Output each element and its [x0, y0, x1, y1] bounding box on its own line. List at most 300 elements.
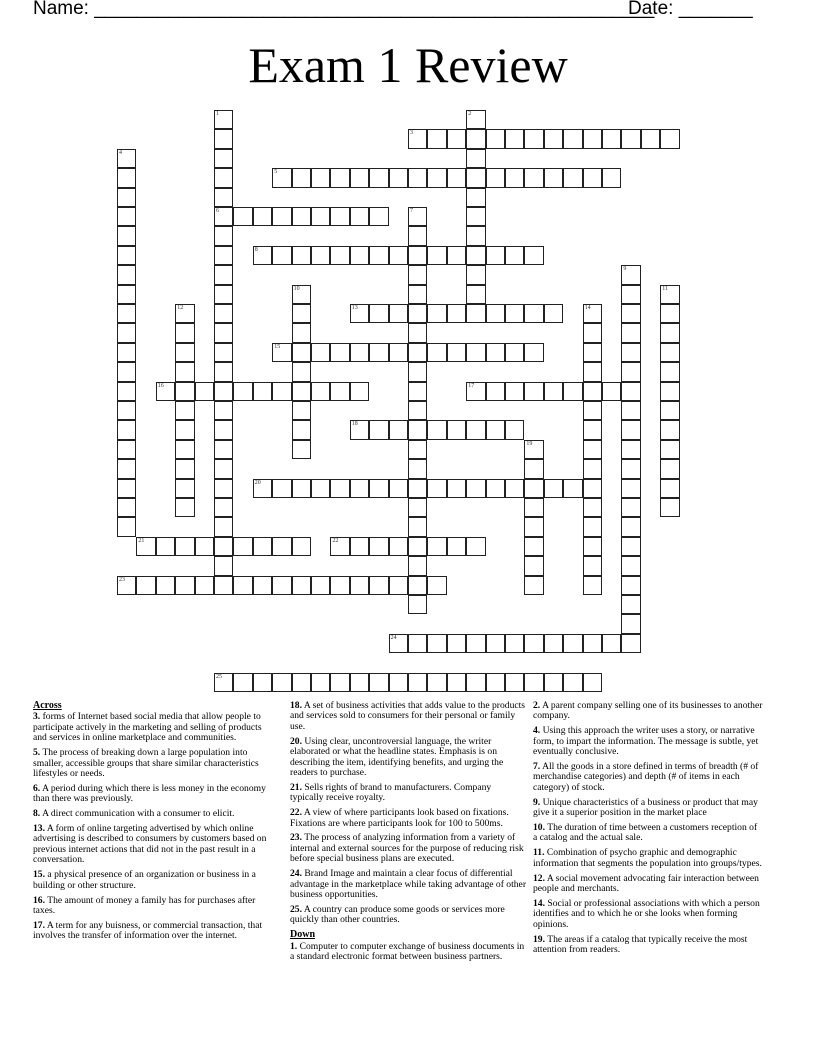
grid-cell[interactable] [621, 265, 640, 284]
grid-cell[interactable] [427, 479, 446, 498]
grid-cell[interactable] [214, 207, 233, 226]
grid-cell[interactable] [175, 498, 194, 517]
grid-cell[interactable] [583, 362, 602, 381]
grid-cell[interactable] [156, 576, 175, 595]
grid-cell[interactable] [389, 304, 408, 323]
grid-cell[interactable] [524, 673, 543, 692]
grid-cell[interactable] [660, 459, 679, 478]
grid-cell[interactable] [214, 110, 233, 129]
grid-cell[interactable] [350, 168, 369, 187]
grid-cell[interactable] [330, 576, 349, 595]
grid-cell[interactable] [214, 188, 233, 207]
grid-cell[interactable] [427, 576, 446, 595]
grid-cell[interactable] [195, 382, 214, 401]
grid-cell[interactable] [233, 576, 252, 595]
grid-cell[interactable] [621, 498, 640, 517]
grid-cell[interactable] [505, 129, 524, 148]
grid-cell[interactable] [466, 110, 485, 129]
grid-cell[interactable] [524, 304, 543, 323]
grid-cell[interactable] [389, 576, 408, 595]
grid-cell[interactable] [214, 673, 233, 692]
grid-cell[interactable] [408, 401, 427, 420]
grid-cell[interactable] [330, 246, 349, 265]
grid-cell[interactable] [544, 673, 563, 692]
grid-cell[interactable] [466, 246, 485, 265]
grid-cell[interactable] [292, 440, 311, 459]
grid-cell[interactable] [583, 556, 602, 575]
grid-cell[interactable] [369, 420, 388, 439]
grid-cell[interactable] [466, 673, 485, 692]
grid-cell[interactable] [350, 343, 369, 362]
grid-cell[interactable] [544, 129, 563, 148]
grid-cell[interactable] [544, 634, 563, 653]
grid-cell[interactable] [447, 168, 466, 187]
grid-cell[interactable] [272, 343, 291, 362]
grid-cell[interactable] [292, 537, 311, 556]
grid-cell[interactable] [311, 343, 330, 362]
grid-cell[interactable] [466, 479, 485, 498]
grid-cell[interactable] [311, 479, 330, 498]
grid-cell[interactable] [292, 207, 311, 226]
grid-cell[interactable] [272, 207, 291, 226]
grid-cell[interactable] [583, 479, 602, 498]
grid-cell[interactable] [408, 129, 427, 148]
grid-cell[interactable] [408, 168, 427, 187]
grid-cell[interactable] [660, 440, 679, 459]
grid-cell[interactable] [156, 382, 175, 401]
grid-cell[interactable] [156, 537, 175, 556]
grid-cell[interactable] [233, 207, 252, 226]
grid-cell[interactable] [117, 285, 136, 304]
grid-cell[interactable] [660, 304, 679, 323]
grid-cell[interactable] [583, 576, 602, 595]
grid-cell[interactable] [466, 343, 485, 362]
grid-cell[interactable] [311, 673, 330, 692]
grid-cell[interactable] [272, 246, 291, 265]
grid-cell[interactable] [214, 343, 233, 362]
grid-cell[interactable] [408, 207, 427, 226]
grid-cell[interactable] [621, 459, 640, 478]
grid-cell[interactable] [214, 440, 233, 459]
grid-cell[interactable] [330, 207, 349, 226]
grid-cell[interactable] [369, 576, 388, 595]
grid-cell[interactable] [602, 168, 621, 187]
grid-cell[interactable] [117, 343, 136, 362]
grid-cell[interactable] [214, 556, 233, 575]
grid-cell[interactable] [330, 673, 349, 692]
grid-cell[interactable] [621, 323, 640, 342]
grid-cell[interactable] [214, 420, 233, 439]
grid-cell[interactable] [233, 537, 252, 556]
grid-cell[interactable] [583, 304, 602, 323]
grid-cell[interactable] [408, 420, 427, 439]
grid-cell[interactable] [641, 129, 660, 148]
grid-cell[interactable] [447, 420, 466, 439]
grid-cell[interactable] [486, 420, 505, 439]
grid-cell[interactable] [175, 440, 194, 459]
grid-cell[interactable] [602, 129, 621, 148]
grid-cell[interactable] [408, 343, 427, 362]
grid-cell[interactable] [214, 362, 233, 381]
grid-cell[interactable] [408, 673, 427, 692]
grid-cell[interactable] [214, 149, 233, 168]
grid-cell[interactable] [660, 129, 679, 148]
grid-cell[interactable] [447, 479, 466, 498]
grid-cell[interactable] [447, 634, 466, 653]
grid-cell[interactable] [214, 265, 233, 284]
grid-cell[interactable] [389, 634, 408, 653]
grid-cell[interactable] [486, 634, 505, 653]
grid-cell[interactable] [486, 246, 505, 265]
date-field[interactable]: Date: _______ [628, 0, 753, 19]
grid-cell[interactable] [505, 673, 524, 692]
grid-cell[interactable] [505, 479, 524, 498]
grid-cell[interactable] [408, 226, 427, 245]
grid-cell[interactable] [466, 168, 485, 187]
grid-cell[interactable] [408, 265, 427, 284]
grid-cell[interactable] [195, 537, 214, 556]
grid-cell[interactable] [486, 382, 505, 401]
grid-cell[interactable] [486, 129, 505, 148]
grid-cell[interactable] [330, 343, 349, 362]
grid-cell[interactable] [117, 440, 136, 459]
grid-cell[interactable] [524, 129, 543, 148]
grid-cell[interactable] [311, 576, 330, 595]
name-field[interactable]: Name: _____________________________________________________ [33, 0, 655, 19]
grid-cell[interactable] [214, 285, 233, 304]
grid-cell[interactable] [253, 246, 272, 265]
grid-cell[interactable] [175, 382, 194, 401]
grid-cell[interactable] [408, 304, 427, 323]
grid-cell[interactable] [583, 323, 602, 342]
grid-cell[interactable] [621, 537, 640, 556]
grid-cell[interactable] [466, 129, 485, 148]
grid-cell[interactable] [117, 382, 136, 401]
grid-cell[interactable] [621, 304, 640, 323]
grid-cell[interactable] [408, 479, 427, 498]
grid-cell[interactable] [214, 323, 233, 342]
grid-cell[interactable] [563, 129, 582, 148]
grid-cell[interactable] [350, 304, 369, 323]
grid-cell[interactable] [117, 188, 136, 207]
grid-cell[interactable] [524, 168, 543, 187]
grid-cell[interactable] [486, 479, 505, 498]
grid-cell[interactable] [583, 517, 602, 536]
grid-cell[interactable] [253, 576, 272, 595]
grid-cell[interactable] [350, 246, 369, 265]
grid-cell[interactable] [621, 420, 640, 439]
grid-cell[interactable] [214, 226, 233, 245]
grid-cell[interactable] [408, 517, 427, 536]
grid-cell[interactable] [427, 343, 446, 362]
grid-cell[interactable] [175, 459, 194, 478]
grid-cell[interactable] [427, 246, 446, 265]
grid-cell[interactable] [272, 382, 291, 401]
grid-cell[interactable] [292, 246, 311, 265]
grid-cell[interactable] [583, 673, 602, 692]
grid-cell[interactable] [408, 498, 427, 517]
grid-cell[interactable] [447, 246, 466, 265]
grid-cell[interactable] [253, 207, 272, 226]
grid-cell[interactable] [621, 479, 640, 498]
grid-cell[interactable] [292, 323, 311, 342]
grid-cell[interactable] [563, 168, 582, 187]
grid-cell[interactable] [408, 634, 427, 653]
grid-cell[interactable] [583, 459, 602, 478]
grid-cell[interactable] [233, 382, 252, 401]
grid-cell[interactable] [292, 343, 311, 362]
grid-cell[interactable] [214, 401, 233, 420]
grid-cell[interactable] [175, 420, 194, 439]
grid-cell[interactable] [311, 168, 330, 187]
grid-cell[interactable] [292, 401, 311, 420]
grid-cell[interactable] [369, 246, 388, 265]
grid-cell[interactable] [214, 498, 233, 517]
grid-cell[interactable] [447, 304, 466, 323]
grid-cell[interactable] [350, 420, 369, 439]
grid-cell[interactable] [408, 285, 427, 304]
grid-cell[interactable] [583, 382, 602, 401]
grid-cell[interactable] [369, 479, 388, 498]
grid-cell[interactable] [621, 285, 640, 304]
grid-cell[interactable] [466, 226, 485, 245]
grid-cell[interactable] [621, 556, 640, 575]
grid-cell[interactable] [253, 479, 272, 498]
grid-cell[interactable] [175, 576, 194, 595]
grid-cell[interactable] [350, 673, 369, 692]
grid-cell[interactable] [621, 595, 640, 614]
grid-cell[interactable] [175, 323, 194, 342]
grid-cell[interactable] [214, 168, 233, 187]
grid-cell[interactable] [272, 479, 291, 498]
grid-cell[interactable] [311, 207, 330, 226]
grid-cell[interactable] [447, 129, 466, 148]
grid-cell[interactable] [389, 479, 408, 498]
grid-cell[interactable] [330, 537, 349, 556]
grid-cell[interactable] [214, 304, 233, 323]
grid-cell[interactable] [350, 576, 369, 595]
grid-cell[interactable] [292, 362, 311, 381]
grid-cell[interactable] [427, 304, 446, 323]
grid-cell[interactable] [602, 634, 621, 653]
grid-cell[interactable] [408, 323, 427, 342]
grid-cell[interactable] [524, 498, 543, 517]
grid-cell[interactable] [466, 304, 485, 323]
grid-cell[interactable] [214, 517, 233, 536]
grid-cell[interactable] [253, 537, 272, 556]
grid-cell[interactable] [602, 382, 621, 401]
grid-cell[interactable] [214, 246, 233, 265]
grid-cell[interactable] [233, 673, 252, 692]
grid-cell[interactable] [505, 246, 524, 265]
grid-cell[interactable] [563, 382, 582, 401]
grid-cell[interactable] [408, 459, 427, 478]
grid-cell[interactable] [427, 673, 446, 692]
grid-cell[interactable] [330, 382, 349, 401]
grid-cell[interactable] [272, 168, 291, 187]
grid-cell[interactable] [524, 459, 543, 478]
grid-cell[interactable] [544, 479, 563, 498]
grid-cell[interactable] [660, 479, 679, 498]
grid-cell[interactable] [292, 382, 311, 401]
grid-cell[interactable] [563, 673, 582, 692]
grid-cell[interactable] [524, 382, 543, 401]
grid-cell[interactable] [272, 673, 291, 692]
grid-cell[interactable] [350, 382, 369, 401]
grid-cell[interactable] [427, 634, 446, 653]
grid-cell[interactable] [466, 149, 485, 168]
grid-cell[interactable] [389, 420, 408, 439]
grid-cell[interactable] [660, 343, 679, 362]
grid-cell[interactable] [175, 343, 194, 362]
grid-cell[interactable] [466, 420, 485, 439]
grid-cell[interactable] [621, 343, 640, 362]
grid-cell[interactable] [660, 401, 679, 420]
grid-cell[interactable] [524, 343, 543, 362]
grid-cell[interactable] [621, 440, 640, 459]
grid-cell[interactable] [524, 576, 543, 595]
grid-cell[interactable] [408, 382, 427, 401]
grid-cell[interactable] [214, 576, 233, 595]
grid-cell[interactable] [544, 168, 563, 187]
grid-cell[interactable] [175, 362, 194, 381]
grid-cell[interactable] [408, 556, 427, 575]
grid-cell[interactable] [563, 634, 582, 653]
grid-cell[interactable] [408, 576, 427, 595]
grid-cell[interactable] [350, 537, 369, 556]
grid-cell[interactable] [214, 479, 233, 498]
grid-cell[interactable] [505, 304, 524, 323]
grid-cell[interactable] [117, 362, 136, 381]
grid-cell[interactable] [408, 246, 427, 265]
grid-cell[interactable] [621, 614, 640, 633]
grid-cell[interactable] [369, 207, 388, 226]
grid-cell[interactable] [117, 576, 136, 595]
grid-cell[interactable] [389, 343, 408, 362]
grid-cell[interactable] [408, 537, 427, 556]
grid-cell[interactable] [117, 459, 136, 478]
grid-cell[interactable] [466, 634, 485, 653]
grid-cell[interactable] [369, 304, 388, 323]
grid-cell[interactable] [350, 479, 369, 498]
grid-cell[interactable] [583, 440, 602, 459]
grid-cell[interactable] [292, 576, 311, 595]
grid-cell[interactable] [466, 207, 485, 226]
grid-cell[interactable] [583, 537, 602, 556]
grid-cell[interactable] [563, 479, 582, 498]
grid-cell[interactable] [466, 382, 485, 401]
grid-cell[interactable] [117, 323, 136, 342]
grid-cell[interactable] [175, 304, 194, 323]
grid-cell[interactable] [272, 537, 291, 556]
grid-cell[interactable] [214, 129, 233, 148]
grid-cell[interactable] [486, 168, 505, 187]
grid-cell[interactable] [486, 673, 505, 692]
grid-cell[interactable] [389, 246, 408, 265]
grid-cell[interactable] [214, 382, 233, 401]
grid-cell[interactable] [524, 517, 543, 536]
grid-cell[interactable] [292, 420, 311, 439]
grid-cell[interactable] [544, 304, 563, 323]
grid-cell[interactable] [330, 479, 349, 498]
grid-cell[interactable] [486, 304, 505, 323]
grid-cell[interactable] [427, 420, 446, 439]
grid-cell[interactable] [311, 382, 330, 401]
grid-cell[interactable] [214, 537, 233, 556]
grid-cell[interactable] [253, 382, 272, 401]
grid-cell[interactable] [117, 517, 136, 536]
grid-cell[interactable] [660, 498, 679, 517]
grid-cell[interactable] [136, 576, 155, 595]
grid-cell[interactable] [524, 440, 543, 459]
grid-cell[interactable] [660, 362, 679, 381]
grid-cell[interactable] [389, 537, 408, 556]
grid-cell[interactable] [214, 459, 233, 478]
grid-cell[interactable] [369, 343, 388, 362]
grid-cell[interactable] [466, 188, 485, 207]
grid-cell[interactable] [175, 537, 194, 556]
grid-cell[interactable] [447, 343, 466, 362]
grid-cell[interactable] [292, 168, 311, 187]
grid-cell[interactable] [117, 420, 136, 439]
grid-cell[interactable] [117, 265, 136, 284]
grid-cell[interactable] [621, 576, 640, 595]
grid-cell[interactable] [447, 537, 466, 556]
grid-cell[interactable] [117, 304, 136, 323]
grid-cell[interactable] [466, 537, 485, 556]
grid-cell[interactable] [292, 285, 311, 304]
grid-cell[interactable] [505, 168, 524, 187]
grid-cell[interactable] [117, 498, 136, 517]
grid-cell[interactable] [466, 285, 485, 304]
grid-cell[interactable] [253, 673, 272, 692]
grid-cell[interactable] [621, 362, 640, 381]
grid-cell[interactable] [621, 382, 640, 401]
grid-cell[interactable] [466, 265, 485, 284]
grid-cell[interactable] [427, 129, 446, 148]
grid-cell[interactable] [524, 634, 543, 653]
grid-cell[interactable] [389, 673, 408, 692]
grid-cell[interactable] [272, 576, 291, 595]
grid-cell[interactable] [583, 634, 602, 653]
grid-cell[interactable] [524, 556, 543, 575]
grid-cell[interactable] [175, 479, 194, 498]
grid-cell[interactable] [369, 168, 388, 187]
grid-cell[interactable] [524, 537, 543, 556]
grid-cell[interactable] [389, 168, 408, 187]
grid-cell[interactable] [117, 149, 136, 168]
grid-cell[interactable] [408, 595, 427, 614]
grid-cell[interactable] [621, 634, 640, 653]
grid-cell[interactable] [292, 479, 311, 498]
grid-cell[interactable] [447, 673, 466, 692]
grid-cell[interactable] [408, 362, 427, 381]
grid-cell[interactable] [117, 207, 136, 226]
grid-cell[interactable] [621, 517, 640, 536]
grid-cell[interactable] [427, 168, 446, 187]
grid-cell[interactable] [117, 168, 136, 187]
grid-cell[interactable] [505, 382, 524, 401]
grid-cell[interactable] [583, 343, 602, 362]
grid-cell[interactable] [330, 168, 349, 187]
grid-cell[interactable] [117, 246, 136, 265]
grid-cell[interactable] [486, 343, 505, 362]
grid-cell[interactable] [292, 673, 311, 692]
grid-cell[interactable] [583, 401, 602, 420]
grid-cell[interactable] [660, 323, 679, 342]
grid-cell[interactable] [427, 537, 446, 556]
grid-cell[interactable] [117, 226, 136, 245]
